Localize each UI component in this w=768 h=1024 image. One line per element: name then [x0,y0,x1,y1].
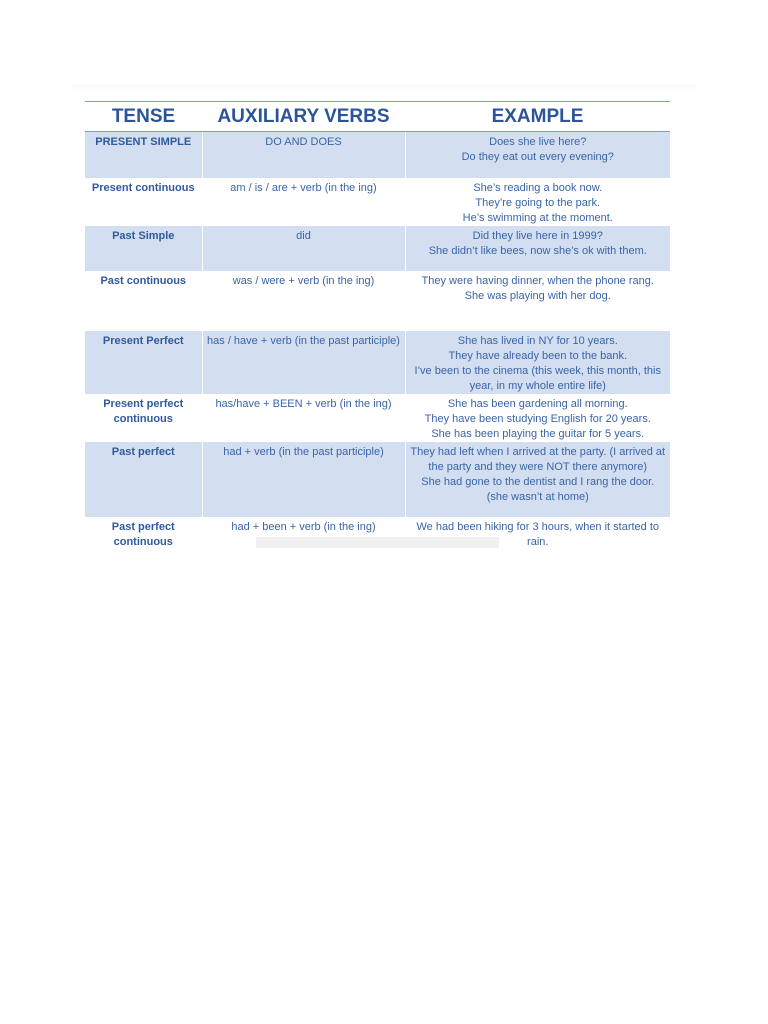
tense-cell: PRESENT SIMPLE [85,132,202,178]
example-cell [405,331,670,394]
auxiliary-cell: am / is / are + verb (in the ing) [202,178,405,226]
table-row [85,394,670,442]
example-cell [405,132,670,178]
example-line: She had gone to the dentist and I rang the door. (she wasn’t at home) [421,475,655,503]
header-auxiliary-verbs: AUXILIARY VERBS [202,102,405,132]
example-line: She was playing with her dog. [464,289,611,302]
tense-cell: Past perfect [85,442,202,517]
auxiliary-cell: had + been + verb (in the ing) [202,517,405,550]
example-line: I’ve been to the cinema (this week, this month, this year, in my whole entire life) [414,364,661,392]
page-edge-shadow [72,84,696,92]
table-row [85,178,670,226]
example-cell [405,394,670,442]
table-row [85,226,670,271]
tense-cell: Past continuous [85,271,202,331]
example-line: They had left when I arrived at the party. (I arrived at the party and they were NOT there anymore) [410,445,666,473]
auxiliary-cell: did [202,226,405,271]
table-row [85,132,670,178]
auxiliary-cell: DO AND DOES [202,132,405,178]
example-cell [405,226,670,271]
example-line: She didn’t like bees, now she’s ok with them. [428,244,647,257]
auxiliary-cell: had + verb (in the past participle) [202,442,405,517]
page-footer-bar [256,537,499,548]
example-line: They were having dinner, when the phone rang. [421,274,654,287]
example-line: She’s reading a book now. [473,181,603,194]
table-row [85,442,670,517]
auxiliary-cell: was / were + verb (in the ing) [202,271,405,331]
example-line: Do they eat out every evening? [461,151,614,163]
example-line: She has lived in NY for 10 years. [457,334,618,347]
example-cell [405,442,670,517]
example-cell [405,178,670,226]
table-row [85,271,670,331]
table-header-row [85,102,670,132]
example-line: She has been gardening all morning. [447,397,628,410]
example-line: They have already been to the bank. [448,349,628,362]
example-line: He’s swimming at the moment. [462,211,613,224]
example-line: Did they live here in 1999? [472,229,603,242]
example-line: We had been hiking for 3 hours, when it started to rain. [416,520,660,548]
tense-table [85,101,670,550]
auxiliary-cell: has/have + BEEN + verb (in the ing) [202,394,405,442]
tense-cell: Present Perfect [85,331,202,394]
tense-cell: Present continuous [85,178,202,226]
header-example: EXAMPLE [405,102,670,132]
tense-cell: Past perfect continuous [85,517,202,550]
tense-cell: Past Simple [85,226,202,271]
table-row [85,331,670,394]
tense-cell: Present perfect continuous [85,394,202,442]
example-line: Does she live here? [489,136,587,148]
example-cell [405,271,670,331]
header-tense: TENSE [85,102,202,132]
example-line: They’re going to the park. [475,196,601,209]
example-line: She has been playing the guitar for 5 years. [431,427,645,440]
auxiliary-cell: has / have + verb (in the past participle) [202,331,405,394]
example-line: They have been studying English for 20 years. [424,412,651,425]
